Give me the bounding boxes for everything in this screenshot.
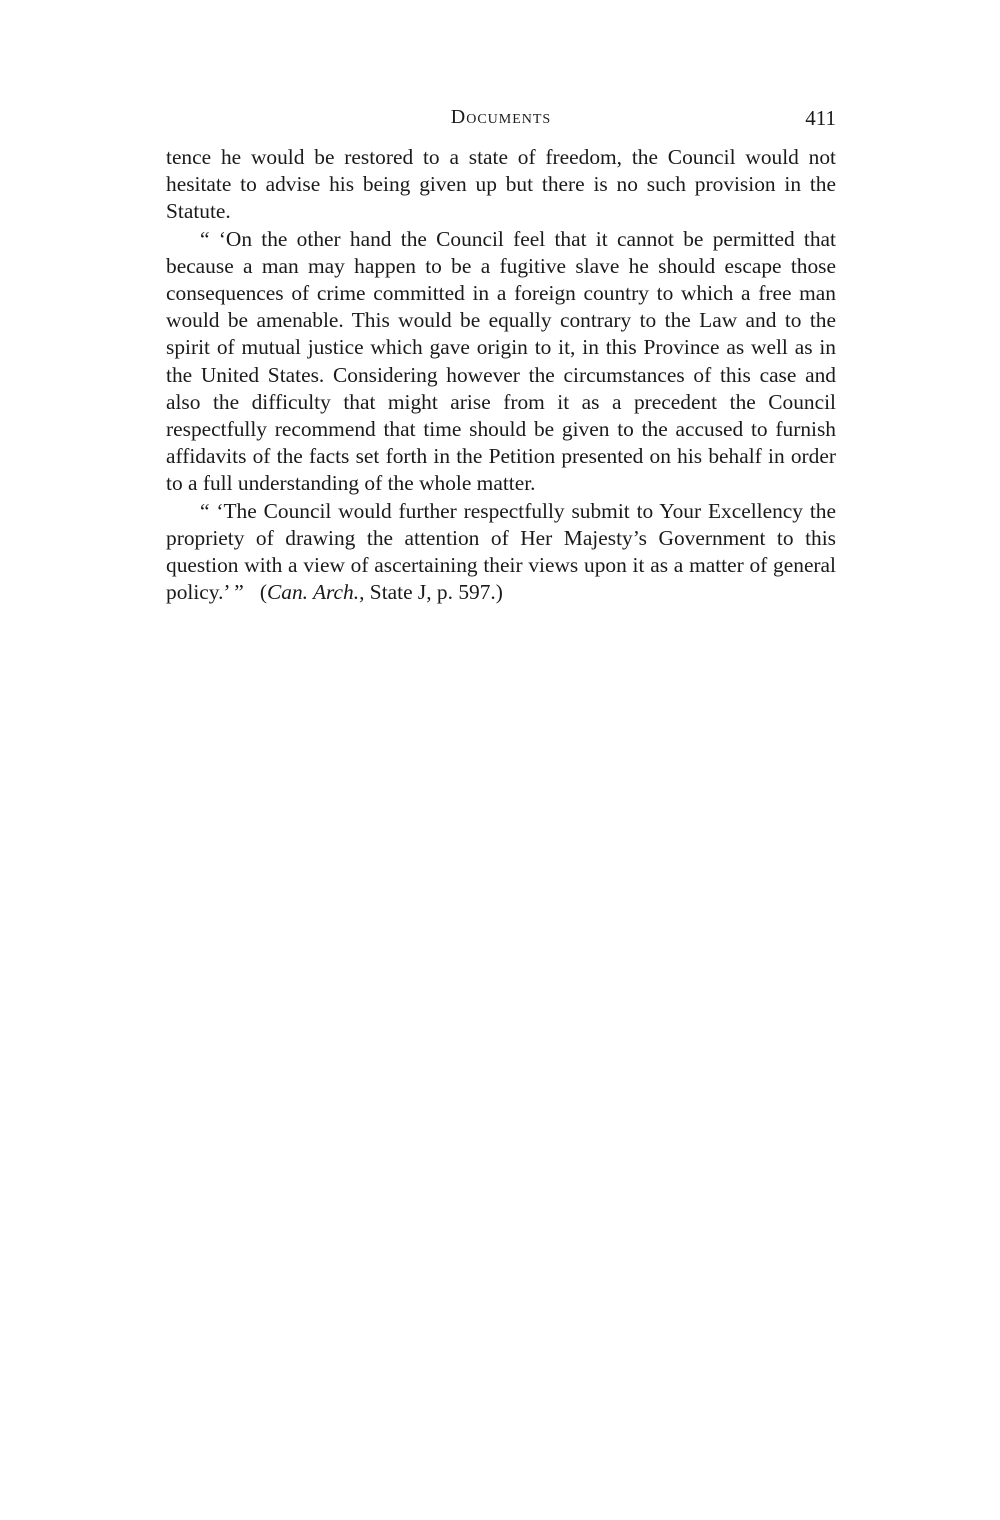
document-page [166, 96, 836, 606]
paragraph-2: “ ‘On the other hand the Council feel that it cannot be permitted that because a man may happen to be a fugitive slave he should escape those consequences of crime committed in a foreign country to which a free man would be amenable. This would be equally contrary to the Law and to the spirit of mutual justice which gave origin to it, in this Province as well as in the United States. Considering however the circumstances of this case and also the difficulty that might arise from it as a precedent the Council respectfully recommend that time should be given to the accused to furnish affidavits of the facts set forth in the Petition presented on his behalf in order to a full understanding of the whole matter. [166, 226, 836, 496]
page-number: 411 [805, 106, 836, 130]
running-head [166, 96, 836, 136]
citation-source: Can. Arch., [266, 580, 365, 605]
citation-rest: State J, p. 597.) [369, 580, 503, 605]
paragraph-1: tence he would be restored to a state of freedom, the Council would not hesitate to advise his being given up but there is no such provision in the Statute. [166, 145, 836, 224]
citation-open: ( [259, 580, 267, 605]
paragraph-3 [166, 498, 836, 607]
running-title: Documents [450, 106, 552, 128]
body-text [166, 144, 836, 606]
paragraph-3-text: “ ‘The Council would further respectfully submit to Your Excellency the propriety of drawing the attention of Her Majesty’s Government to this question with a view of ascertaining their views upon it as a matter of general policy.’ ” [166, 498, 836, 605]
